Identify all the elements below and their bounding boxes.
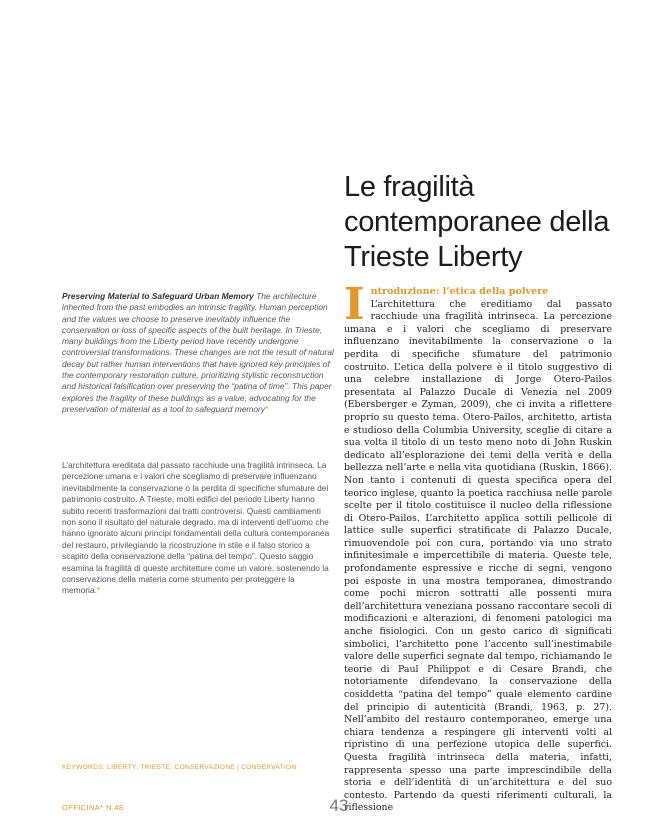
- title-line-3: Trieste Liberty: [344, 241, 523, 273]
- abstract-italian-star: *: [96, 585, 101, 596]
- abstract-english-star: *: [264, 403, 269, 414]
- body-column: [344, 279, 612, 815]
- page-number: 43: [329, 796, 349, 815]
- title-line-1: Le fragilità: [344, 171, 475, 203]
- title-line-2: contemporanee della: [344, 206, 610, 238]
- abstract-english: [62, 291, 334, 415]
- abstract-english-text: The architecture inherited from the past embodies an intrinsic fragility. Human perception and the values we choose to preserve inevitably influence the conservation or loss of specific aspects of the built heritage. In Trieste, many buildings from the Liberty period have recently undergone controversial transformations. These changes are not the result of natural decay but rather human interventions that have ignored key principles of the contemporary restoration culture, prioritizing stylistic reconstruction and historical falsification over preserving the “patina of time”. This paper explores the fragility of these buildings as a value, advocating for the preservation of material as a tool to safeguard memory: [62, 291, 334, 414]
- abstract-italian-text: L’architettura ereditata dal passato racchiude una fragilità intrinseca. La percezione umana e i valori che scegliamo di preservare influenzano inevitabilmente la conservazione o la perdita di specifiche sfumature del patrimonio costruito. A Trieste, molti edifici del periodo Liberty hanno subito recenti trasformazioni dai tratti controversi. Questi cambiamenti non sono il risultato del naturale degrado, ma di interventi dell’uomo che hanno ignorato alcuni principi fondamentali della cultura contemporanea del restauro, privilegiando la ricostruzione in stile e il falso storico a scapito della conservazione della “patina del tempo”. Questo saggio esamina la fragilità di queste architetture come un valore, sostenendo la conservazione della materia come strumento per proteggere la memoria.: [62, 460, 330, 596]
- body-text: L’architettura che ereditiamo dal passato racchiude una fragilità intrinseca. La percezione umana e i valori che scegliamo di preservare influenzano inevitabilmente la conservazione o la perdita di specifiche sfumature del patrimonio costruito. L’etica della polvere è il titolo suggestivo di una celebre installazione di Jorge Otero-Pailos presentata al Palazzo Ducale di Venezia nel 2009 (Ebersberger e Zyman, 2009), che ci invita a riflettere proprio su questo tema. Otero-Pailos, architetto, artista e studioso della Columbia University, sceglie di citare a sua volta il titolo di un testo meno noto di John Ruskin dedicato all’esplorazione dei temi della verità e della bellezza nell’arte e nella vita quotidiana (Ruskin, 1866). Non tanto i contenuti di questa specifica opera del teorico inglese, quanto la poetica racchiusa nelle parole scelte per il titolo costituisce il nucleo della riflessione di Otero-Pailos. L’architetto applica sottili pellicole di lattice sulle superfici stratificate di Palazzo Ducale, rimuovendole poi con cura, portando via uno strato infinitesimale e impercettibile di materia. Queste tele, profondamente espressive e ricche di segni, vengono poi esposte in una mostra temporanea, dimostrando come pochi micron sottratti alle possenti mura dell’architettura veneziana possano raccontare secoli di modificazioni e alterazioni, di fenomeni patologici ma anche fisiologici. Con un gesto carico di significati simbolici, l’architetto pone l’accento sull’inestimabile valore delle superfici segnate dal tempo, richiamando le teorie di Paul Philippot e di Cesare Brandi, che notoriamente difendevano la conservazione della cosiddetta “patina del tempo” quale elemento cardine del principio di autenticità (Brandi, 1963, p. 27). Nell’ambito del restauro contemporaneo, emerge una chiara tendenza a respingere gli interventi volti al ripristino di una perfezione utopica delle superfici. Questa fragilità intrinseca della materia, infatti, rappresenta spesso una parte imprescindibile della storia e dell’identità di un’architettura e del suo contesto. Partendo da questi riferimenti culturali, la riflessione: [344, 298, 612, 814]
- article-title: [344, 170, 644, 275]
- keywords: KEYWORDS: LIBERTY; TRIESTE; CONSERVAZIONE | CONSERVATION: [62, 764, 297, 771]
- journal-footer: OFFICINA* N.48: [62, 803, 124, 812]
- abstract-italian: [62, 460, 334, 597]
- drop-cap: I: [344, 279, 365, 330]
- section-heading: ntroduzione: l’etica della polvere: [370, 286, 549, 297]
- abstract-english-lead: Preserving Material to Safeguard Urban Memory: [62, 291, 254, 301]
